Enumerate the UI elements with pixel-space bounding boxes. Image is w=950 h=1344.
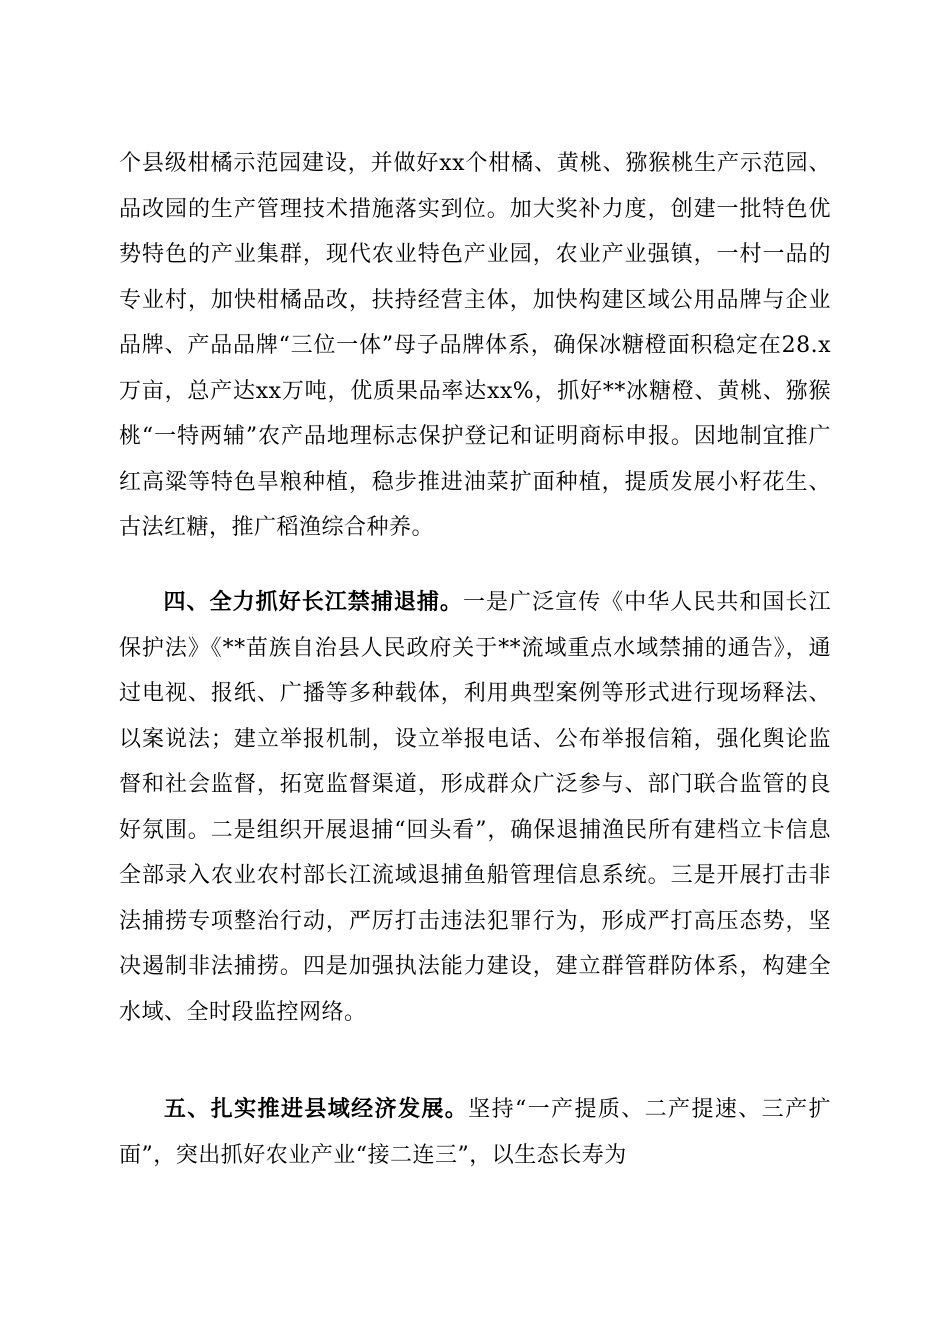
section-heading-4: 四、全力抓好长江禁捕退捕。 [163, 590, 463, 615]
paragraph-1-text: 个县级柑橘示范园建设，并做好xx个柑橘、黄桃、猕猴桃生产示范园、品改园的生产管理技术措施落实到位。加大奖补力度，创建一批特色优势特色的产业集群，现代农业特色产业园，农业产业强镇，一村一品的专业村，加快柑橘品改，扶持经营主体，加快构建区域公用品牌与企业品牌、产品品牌“三位一体”母子品牌体系，确保冰糖橙面积稳定在28.x万亩，总产达xx万吨，优质果品率达xx%，抓好**冰糖橙、黄桃、猕猴桃“一特两辅”农产品地理标志保护登记和证明商标申报。因地制宜推广红高粱等特色旱粮种植，稳步推进油菜扩面种植，提质发展小籽花生、古法红糖，推广稻渔综合种养。 [119, 151, 831, 540]
paragraph-3 [119, 1087, 831, 1178]
paragraph-1 [119, 141, 831, 551]
section-heading-5: 五、扎实推进县域经济发展。 [163, 1097, 469, 1122]
paragraph-2 [119, 580, 831, 1035]
paragraph-2-text: 一是广泛宣传《中华人民共和国长江保护法》《**苗族自治县人民政府关于**流域重点水域禁捕的通告》，通过电视、报纸、广播等多种载体，利用典型案例等形式进行现场释法、以案说法；建立举报机制，设立举报电话、公布举报信箱，强化舆论监督和社会监督，拓宽监督渠道，形成群众广泛参与、部门联合监管的良好氛围。二是组织开展退捕“回头看”，确保退捕渔民所有建档立卡信息全部录入农业农村部长江流域退捕鱼船管理信息系统。三是开展打击非法捕捞专项整治行动，严厉打击违法犯罪行为，形成严打高压态势，坚决遏制非法捕捞。四是加强执法能力建设，建立群管群防体系，构建全水域、全时段监控网络。 [119, 590, 831, 1025]
paragraph-3-text: 坚持“一产提质、二产提速、三产扩面”，突出抓好农业产业“接二连三”，以生态长寿为 [119, 1097, 831, 1168]
